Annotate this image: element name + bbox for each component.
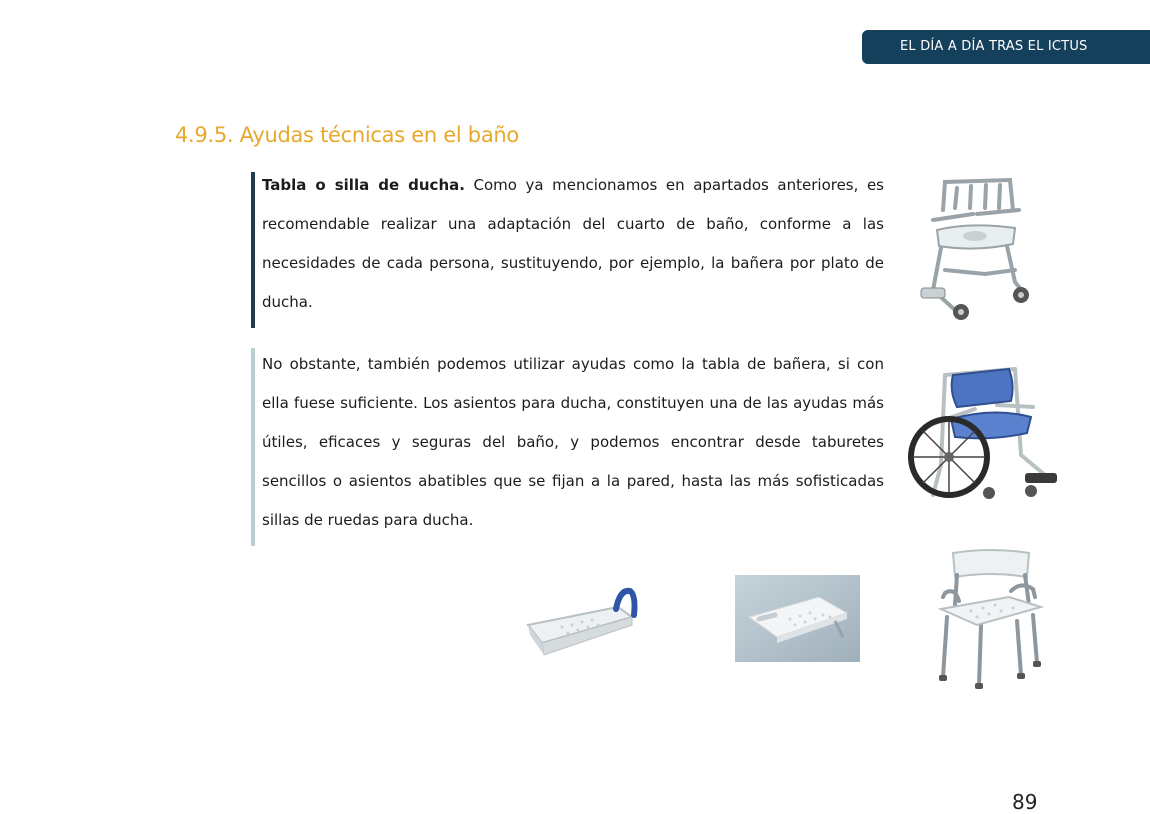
paragraph1-accent-bar [251, 172, 255, 328]
section-title: 4.9.5. Ayudas técnicas en el baño [175, 123, 519, 147]
paragraph-1 [262, 166, 884, 322]
paragraph-1-heading: Tabla o silla de ducha. [262, 176, 465, 194]
paragraph-1-text: Como ya mencionamos en apartados anteriores, es recomendable realizar una adaptación del cuarto de baño, conforme a las necesidades de cada persona, sustituyendo, por ejemplo, la bañera por plato de ducha. [262, 176, 884, 311]
folding-wall-seat-photo [735, 575, 860, 662]
page-number: 89 [1012, 790, 1038, 814]
wheeled-shower-chair-photo [905, 345, 1075, 525]
paragraph2-accent-bar [251, 348, 255, 546]
header-banner: EL DÍA A DÍA TRAS EL ICTUS [862, 30, 1150, 64]
shower-chair-with-arms-photo [925, 545, 1060, 695]
shower-commode-chair-photo [915, 170, 1035, 325]
paragraph-2: No obstante, también podemos utilizar ayudas como la tabla de bañera, si con ella fuese suficiente. Los asientos para ducha, constituyen una de las ayudas más útiles, eficaces y seguras del baño, y podemos encontrar desde taburetes sencillos o asientos abatibles que se fijan a la pared, hasta las más sofisticadas sillas de ruedas para ducha. [262, 355, 884, 529]
bath-board-photo [522, 585, 642, 665]
